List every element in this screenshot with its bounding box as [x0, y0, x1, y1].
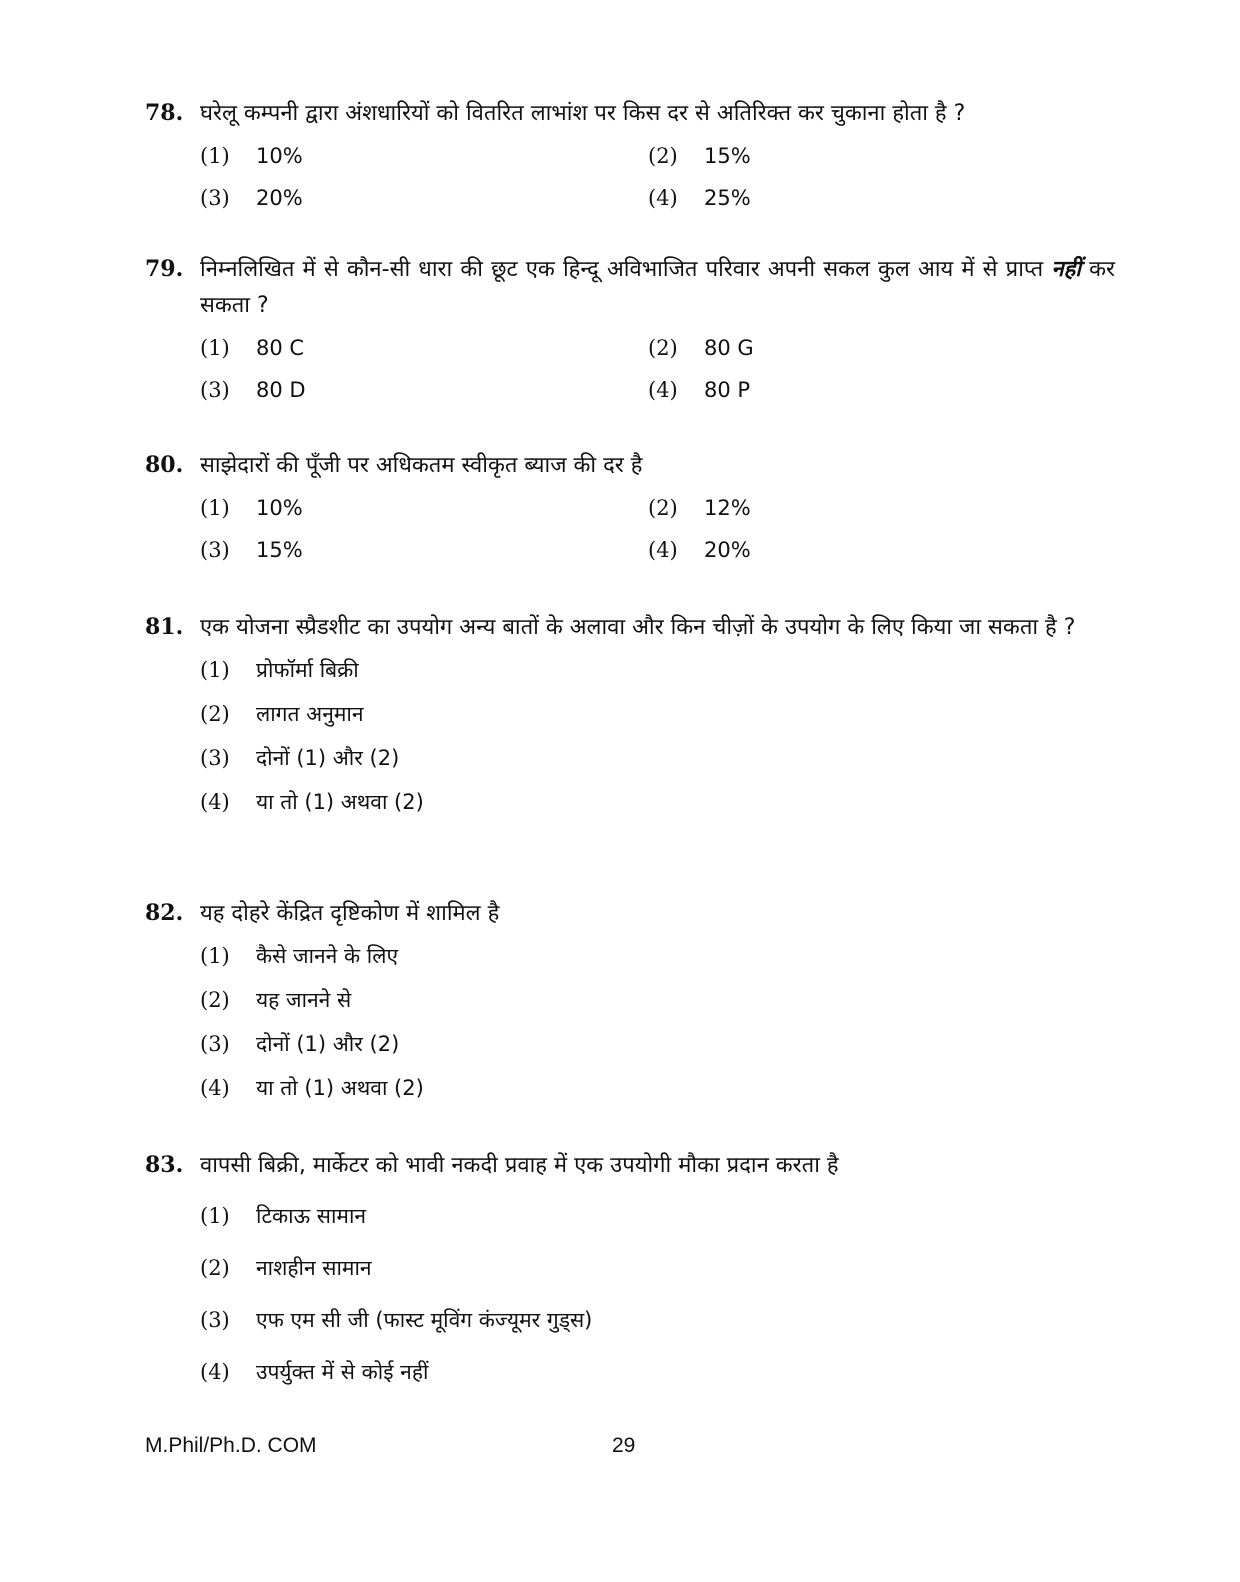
option-4: (4) या तो (1) अथवा (2) — [200, 790, 424, 814]
option-3: (3) 20% — [200, 186, 303, 210]
option-4: (4) या तो (1) अथवा (2) — [200, 1076, 424, 1100]
option-4: (4) 25% — [648, 186, 751, 210]
options — [200, 138, 1115, 216]
question-80 — [145, 448, 1115, 568]
option-1: (1) टिकाऊ सामान — [200, 1204, 367, 1228]
option-3: (3) दोनों (1) और (2) — [200, 1032, 400, 1056]
option-2: (2) लागत अनुमान — [200, 702, 364, 726]
question-78 — [145, 96, 1115, 216]
option-4: (4) उपर्युक्त में से कोई नहीं — [200, 1360, 429, 1384]
options — [200, 938, 1115, 1106]
option-1: (1) प्रोफॉर्मा बिक्री — [200, 658, 359, 682]
option-3: (3) 15% — [200, 538, 303, 562]
option-3: (3) एफ एम सी जी (फास्ट मूविंग कंज्यूमर गुड्स) — [200, 1308, 593, 1332]
question-number: 78. — [145, 100, 184, 126]
option-3: (3) दोनों (1) और (2) — [200, 746, 400, 770]
question-number: 83. — [145, 1152, 184, 1178]
footer-course: M.Phil/Ph.D. COM — [145, 1434, 317, 1457]
option-1: (1) 80 C — [200, 336, 305, 360]
question-text: वापसी बिक्री, मार्केटर को भावी नकदी प्रवाह में एक उपयोगी मौका प्रदान करता है — [200, 1153, 839, 1178]
question-text: एक योजना स्प्रैडशीट का उपयोग अन्य बातों के अलावा और किन चीज़ों के उपयोग के लिए किया जा सकता है ? — [200, 615, 1076, 640]
emphasis-not: नहीं — [1051, 257, 1081, 282]
option-1: (1) 10% — [200, 496, 303, 520]
option-4: (4) 80 P — [648, 378, 751, 402]
question-number: 82. — [145, 900, 184, 926]
question-79 — [145, 252, 1115, 408]
question-82 — [145, 896, 1115, 1106]
question-83 — [145, 1148, 1115, 1390]
options — [200, 490, 1115, 568]
option-4: (4) 20% — [648, 538, 751, 562]
option-1: (1) कैसे जानने के लिए — [200, 944, 399, 968]
option-2: (2) यह जानने से — [200, 988, 352, 1012]
question-number: 79. — [145, 256, 184, 282]
option-2: (2) नाशहीन सामान — [200, 1256, 372, 1280]
question-number: 81. — [145, 614, 184, 640]
options — [200, 1198, 1115, 1390]
question-text: साझेदारों की पूँजी पर अधिकतम स्वीकृत ब्याज की दर है — [200, 453, 643, 478]
option-2: (2) 12% — [648, 496, 751, 520]
page-number: 29 — [612, 1434, 636, 1457]
question-text: घरेलू कम्पनी द्वारा अंशधारियों को वितरित लाभांश पर किस दर से अतिरिक्त कर चुकाना होता है ? — [200, 101, 966, 126]
options — [200, 652, 1115, 820]
option-1: (1) 10% — [200, 144, 303, 168]
option-2: (2) 15% — [648, 144, 751, 168]
question-text: निम्नलिखित में से कौन-सी धारा की छूट एक हिन्दू अविभाजित परिवार अपनी सकल कुल आय में से प्राप्त नहीं कर सकता ? — [200, 257, 1115, 318]
question-81 — [145, 610, 1115, 820]
option-2: (2) 80 G — [648, 336, 754, 360]
question-text: यह दोहरे केंद्रित दृष्टिकोण में शामिल है — [200, 901, 500, 926]
options — [200, 330, 1115, 408]
question-number: 80. — [145, 452, 184, 478]
option-3: (3) 80 D — [200, 378, 306, 402]
